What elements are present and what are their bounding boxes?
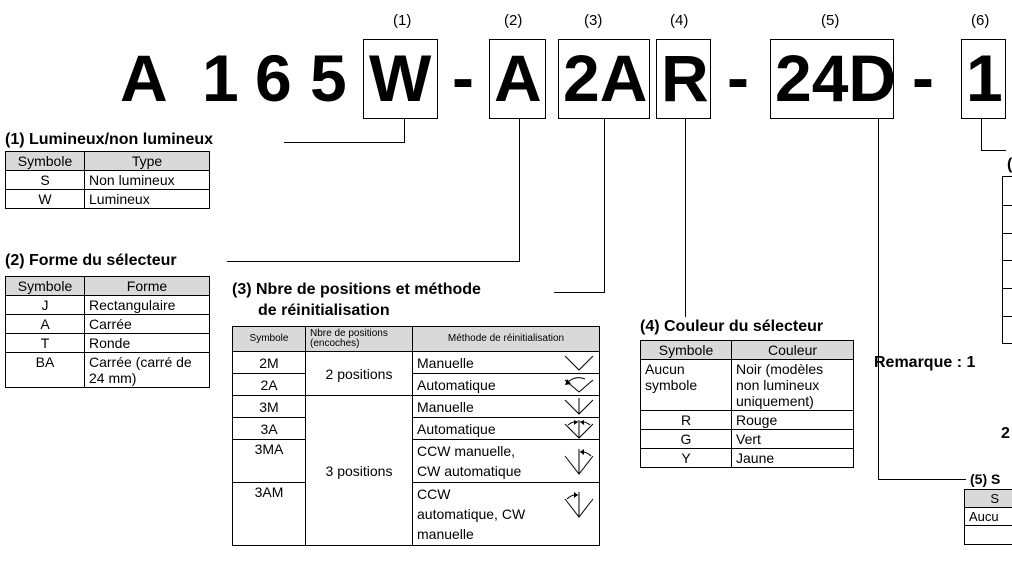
leader-line-4-v: [685, 119, 686, 317]
code-char-5: 5: [310, 41, 347, 115]
three-position-auto-icon: [563, 419, 595, 439]
column-header: Nbre de positions (encoches): [306, 327, 413, 352]
section-6-row-line: [1002, 316, 1012, 317]
value-cell: Lumineux: [85, 190, 210, 209]
table-row: [6, 353, 210, 388]
method-label: Manuelle: [417, 354, 474, 371]
position-number-4: (4): [670, 12, 689, 29]
section-2-table: [5, 276, 210, 388]
method-cell: [413, 418, 600, 440]
code-char-6: 6: [255, 41, 292, 115]
leader-line-2-v: [519, 119, 520, 261]
section-6-title-partial: (: [1007, 156, 1012, 173]
leader-line-1-h: [284, 142, 405, 143]
code-dash-1: -: [452, 40, 474, 114]
symbol-cell: S: [6, 171, 85, 190]
method-cell: [413, 483, 600, 546]
table-row: [233, 418, 600, 440]
code-boxed-6: 1: [966, 41, 1003, 115]
column-header: Symbole: [233, 327, 306, 352]
code-boxed-1: W: [369, 41, 432, 115]
remark-1: Remarque : 1: [874, 354, 976, 371]
symbol-cell: 2A: [233, 374, 306, 396]
leader-line-2-h: [227, 261, 520, 262]
column-header: Forme: [85, 277, 210, 296]
leader-line-5-v: [878, 119, 879, 479]
value-cell: Non lumineux: [85, 171, 210, 190]
positions-cell: 3 positions: [306, 396, 413, 546]
section-3-table: [232, 326, 600, 546]
symbol-cell: 3MA: [233, 440, 306, 483]
value-cell: Noir (modèles non lumineux uniquement): [732, 360, 854, 411]
table-row: [233, 396, 600, 418]
position-number-1: (1): [393, 12, 412, 29]
value-cell: Carrée (carré de 24 mm): [85, 353, 210, 388]
table-row: [6, 334, 210, 353]
symbol-cell: BA: [6, 353, 85, 388]
code-boxed-2: A: [494, 41, 542, 115]
position-number-6: (6): [971, 12, 990, 29]
table-row: [965, 526, 1012, 545]
table-row: [965, 508, 1012, 526]
method-label: Automatique: [417, 376, 496, 393]
section-1-title: (1) Lumineux/non lumineux: [5, 131, 214, 148]
code-boxed-4: R: [661, 41, 709, 115]
table-row: [233, 440, 600, 483]
code-dash-3: -: [912, 40, 934, 114]
value-cell: Ronde: [85, 334, 210, 353]
ccw-auto-cw-manual-icon: [563, 487, 595, 521]
value-cell: Rouge: [732, 411, 854, 430]
method-label: CCW automatique, CW manuelle: [417, 486, 526, 542]
leader-line-6-v: [981, 119, 982, 150]
leader-line-3-h: [554, 292, 605, 293]
symbol-cell: 3A: [233, 418, 306, 440]
method-label: Manuelle: [417, 398, 474, 415]
symbol-cell: 3M: [233, 396, 306, 418]
column-header: Type: [85, 152, 210, 171]
section-6-row-line: [1002, 205, 1012, 206]
symbol-cell: 2M: [233, 352, 306, 374]
symbol-cell: Aucu: [965, 508, 1012, 526]
code-char-a: A: [120, 41, 168, 115]
symbol-cell: 3AM: [233, 483, 306, 546]
table-row: [233, 374, 600, 396]
leader-line-3-v: [604, 119, 605, 292]
position-number-3: (3): [584, 12, 603, 29]
section-4-table: [640, 340, 854, 468]
symbol-cell: W: [6, 190, 85, 209]
section-3-title-line-2: de réinitialisation: [258, 302, 390, 319]
position-number-5: (5): [821, 12, 840, 29]
column-header: Symbole: [641, 341, 732, 360]
section-5-table-partial: [964, 489, 1012, 545]
remark-2: 2: [1001, 425, 1010, 442]
symbol-cell: Aucun symbole: [641, 360, 732, 411]
leader-line-6-h: [981, 150, 1006, 151]
table-row: [641, 430, 854, 449]
table-row: [641, 449, 854, 468]
symbol-cell: J: [6, 296, 85, 315]
column-header: Symbole: [6, 152, 85, 171]
table-row: [233, 483, 600, 546]
two-position-manual-icon: [563, 353, 595, 373]
column-header: S: [965, 490, 1012, 508]
section-3-title-line-1: (3) Nbre de positions et méthode: [232, 281, 481, 298]
value-cell: Jaune: [732, 449, 854, 468]
section-1-table: [5, 151, 210, 209]
column-header: Symbole: [6, 277, 85, 296]
symbol-cell: G: [641, 430, 732, 449]
table-row: [6, 296, 210, 315]
leader-line-5-h: [878, 479, 966, 480]
table-row: [6, 190, 210, 209]
value-cell: Rectangulaire: [85, 296, 210, 315]
column-header: Couleur: [732, 341, 854, 360]
symbol-cell: [965, 526, 1012, 545]
table-row: [641, 360, 854, 411]
section-6-row-line: [1002, 260, 1012, 261]
table-row: [6, 171, 210, 190]
two-position-auto-icon: [563, 375, 595, 395]
value-cell: Vert: [732, 430, 854, 449]
table-row: [641, 411, 854, 430]
method-label: Automatique: [417, 420, 496, 437]
section-6-row-line: [1002, 233, 1012, 234]
method-cell: [413, 352, 600, 374]
code-char-1: 1: [202, 41, 239, 115]
method-label: CCW manuelle, CW automatique: [417, 443, 522, 479]
value-cell: Carrée: [85, 315, 210, 334]
section-6-row-line: [1002, 288, 1012, 289]
symbol-cell: Y: [641, 449, 732, 468]
method-cell: [413, 440, 600, 483]
section-4-title: (4) Couleur du sélecteur: [640, 318, 824, 335]
symbol-cell: R: [641, 411, 732, 430]
table-row: [233, 352, 600, 374]
code-boxed-5: 24D: [775, 41, 897, 115]
leader-line-1-v: [404, 119, 405, 142]
code-boxed-3: 2A: [563, 41, 648, 115]
symbol-cell: T: [6, 334, 85, 353]
section-2-title: (2) Forme du sélecteur: [5, 252, 177, 269]
symbol-cell: A: [6, 315, 85, 334]
method-cell: [413, 396, 600, 418]
ccw-manual-cw-auto-icon: [563, 444, 595, 478]
table-row: [6, 315, 210, 334]
section-5-title-partial: (5) S: [970, 471, 1001, 487]
code-dash-2: -: [727, 40, 749, 114]
column-header: Méthode de réinitialisation: [413, 327, 600, 352]
method-cell: [413, 374, 600, 396]
position-number-2: (2): [504, 12, 523, 29]
positions-cell: 2 positions: [306, 352, 413, 396]
three-position-manual-icon: [563, 397, 595, 417]
